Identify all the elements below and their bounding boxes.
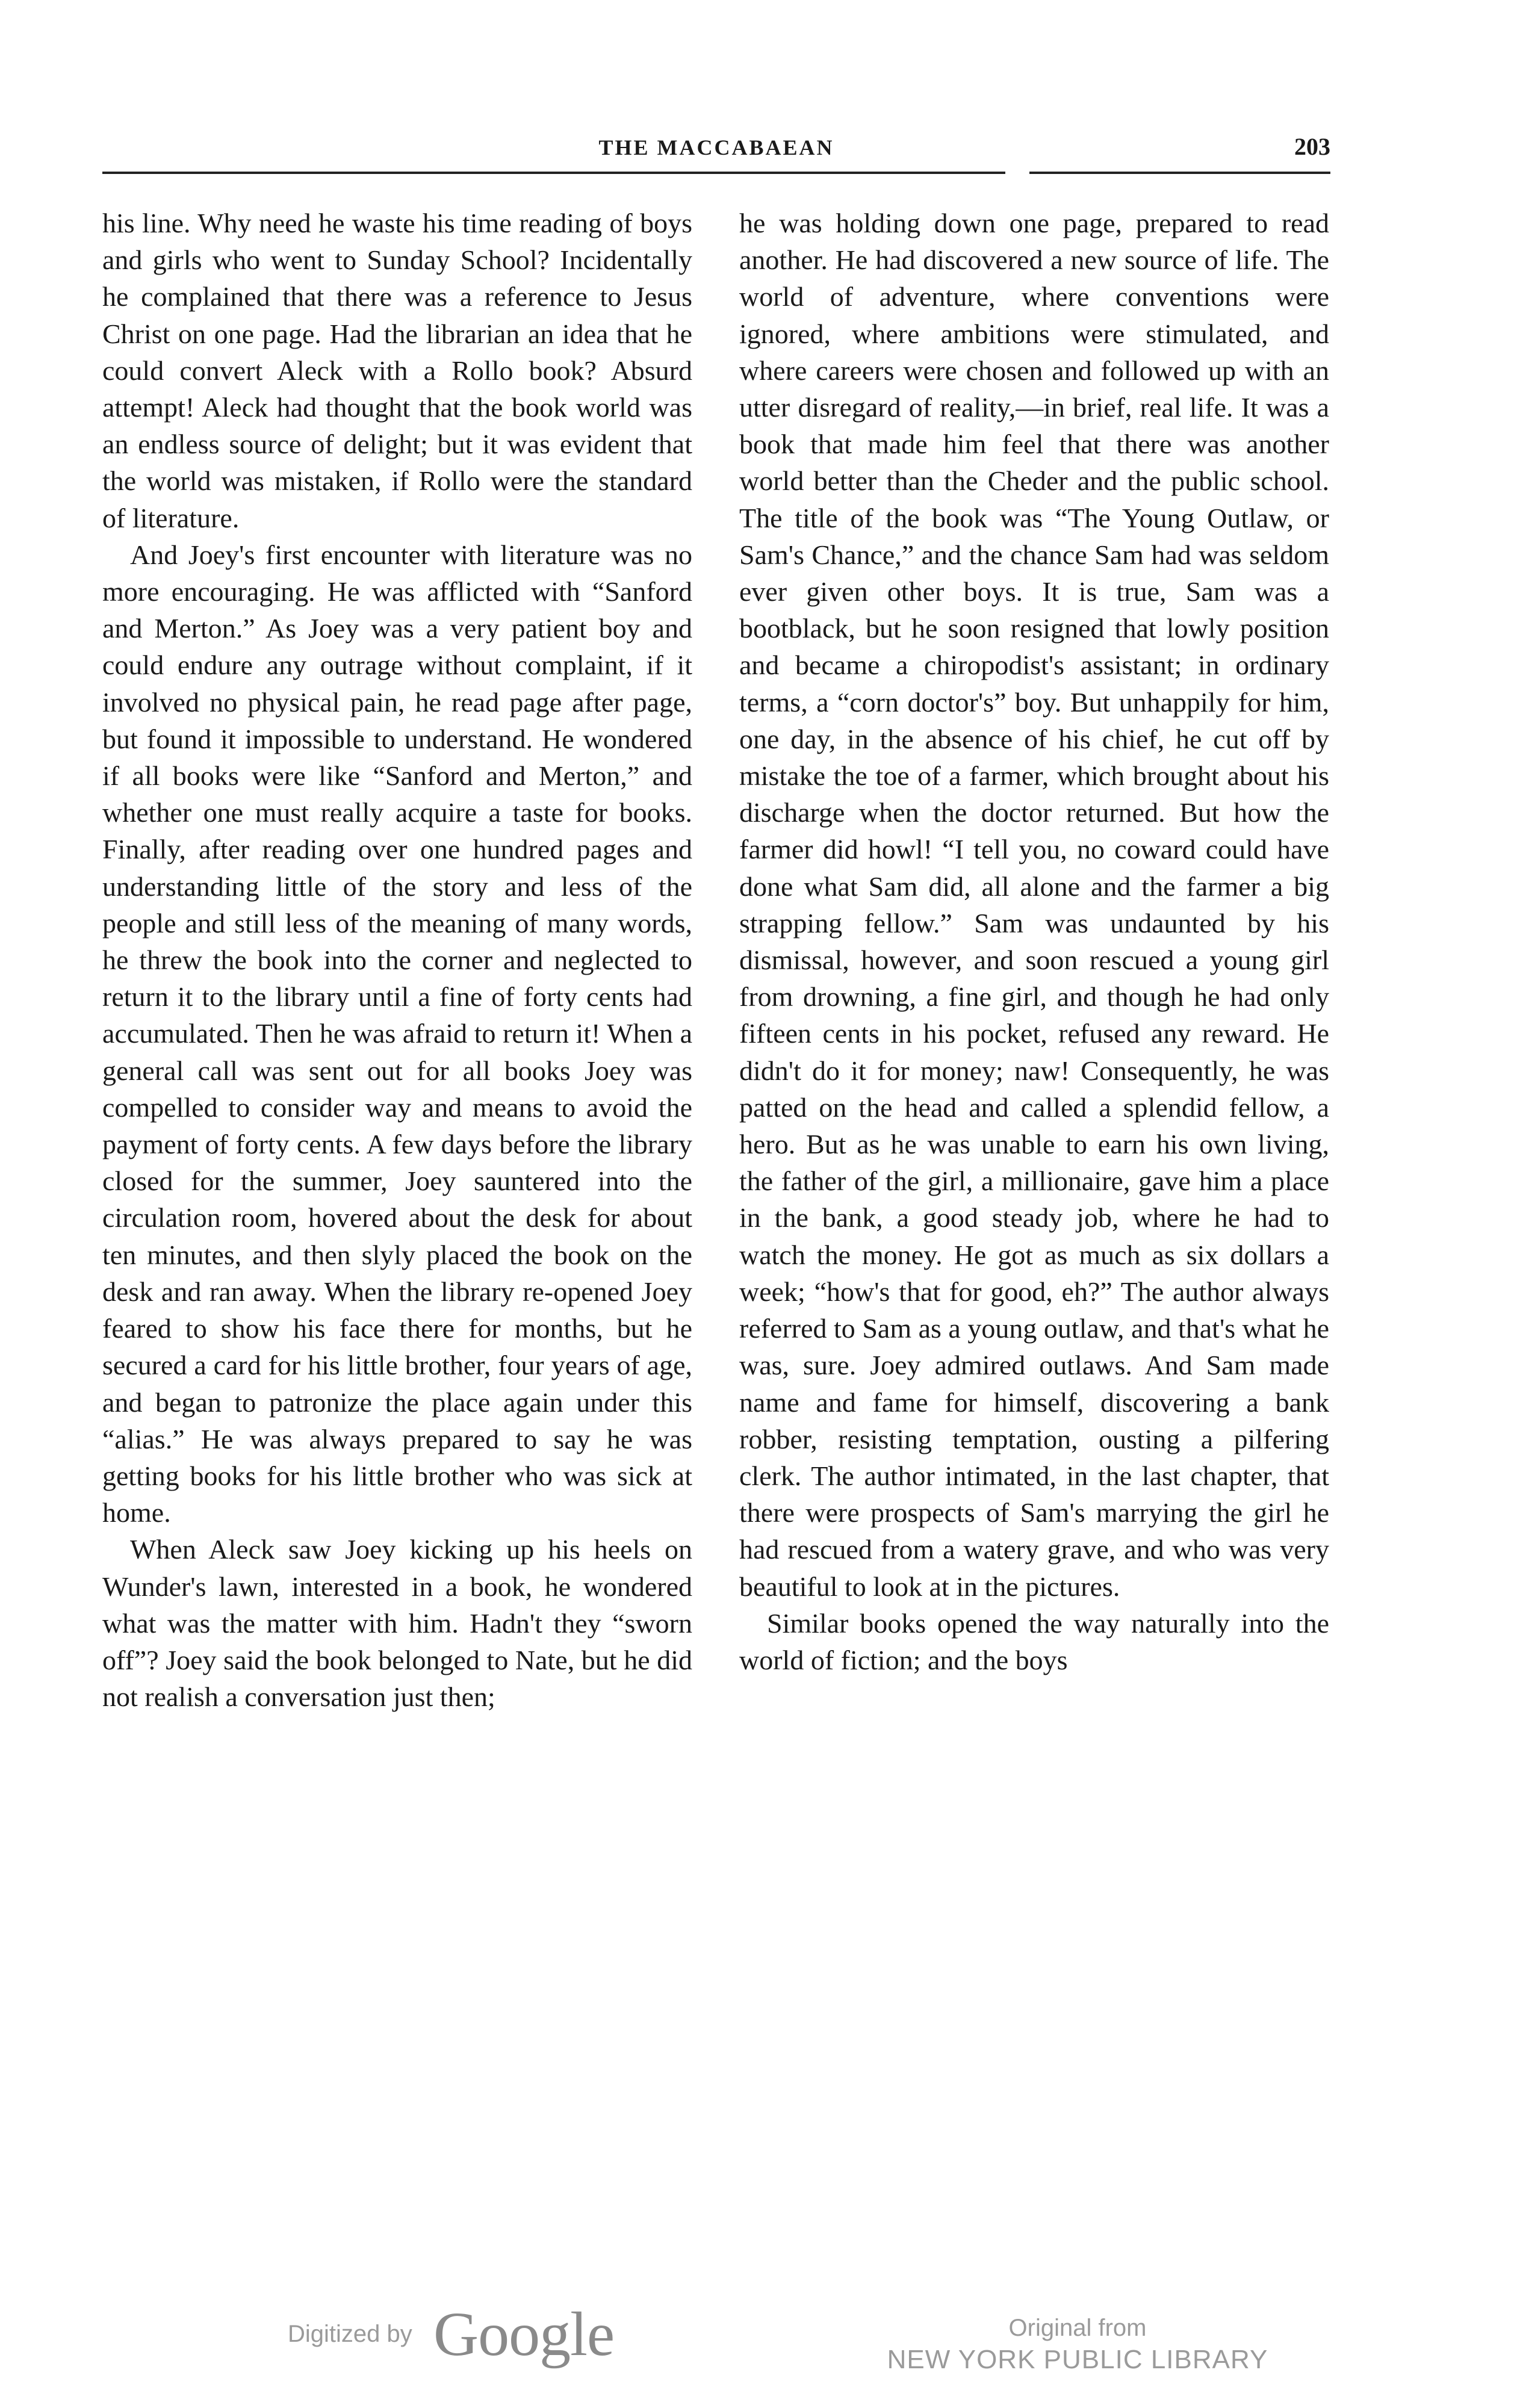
running-head: THE MACCABAEAN [598,135,834,160]
library-name: NEW YORK PUBLIC LIBRARY [887,2345,1268,2374]
page-number: 203 [1294,133,1330,160]
original-from-label: Original from [1008,2315,1147,2341]
paragraph: And Joey's first encounter with literature was no more encouraging. He was afflicted with “Sanford and Merton.” As Joey was a very patient boy and could endure any outrage without complaint, if it involved no physical pain, he read page after page, but found it impossible to understand. He wondered if all books were like “Sanford and Merton,” and whether one must really acquire a taste for books. Finally, after reading over one hundred pages and understanding little of the story and less of the people and still less of the meaning of many words, he threw the book into the corner and neglected to return it to the library until a fine of forty cents had accumulated. Then he was afraid to return it! When a general call was sent out for all books Joey was compelled to consider way and means to avoid the payment of forty cents. A few days before the library closed for the summer, Joey sauntered into the circulation room, hovered about the desk for about ten minutes, and then slyly placed the book on the desk and ran away. When the library re-opened Joey feared to show his face there for months, but he secured a card for his little brother, four years of age, and began to patronize the place again under this “alias.” He was always prepared to say he was getting books for his little brother who was sick at home. [102,539,692,1528]
paragraph: When Aleck saw Joey kicking up his heels on Wunder's lawn, interested in a book, he wondered what was the matter with him. Hadn't they “sworn off”? Joey said the book belonged to Nate, but he did not realish a conversation just then; [102,1534,692,1713]
right-column [739,205,1329,1678]
paragraph: Similar books opened the way naturally into the world of fiction; and the boys [739,1607,1329,1675]
paragraph: he was holding down one page, prepared to read another. He had discovered a new source of life. The world of adventure, where conventions were ignored, where ambitions were stimulated, and where careers were chosen and followed up with an utter disregard of reality,—in brief, real life. It was a book that made him feel that there was another world better than the Cheder and the public school. The title of the book was “The Young Outlaw, or Sam's Chance,” and the chance Sam had was seldom ever given other boys. It is true, Sam was a bootblack, but he soon resigned that lowly position and became a chiropodist's assistant; in ordinary terms, a “corn doctor's” boy. But unhappily for him, one day, in the absence of his chief, he cut off by mistake the toe of a farmer, which brought about his discharge when the doctor returned. But how the farmer did howl! “I tell you, no coward could have done what Sam did, all alone and the farmer a big strapping fellow.” Sam was undaunted by his dismissal, however, and soon rescued a young girl from drowning, a fine girl, and though he had only fifteen cents in his pocket, refused any reward. He didn't do it for money; naw! Consequently, he was patted on the head and called a splendid fellow, a hero. But as he was unable to earn his own living, the father of the girl, a millionaire, gave him a place in the bank, a good steady job, where he had to watch the money. He got as much as six dollars a week; “how's that for good, eh?” The author always referred to Sam as a young outlaw, and that's what he was, sure. Joey admired outlaws. And Sam made name and fame for himself, discovering a bank robber, resisting temptation, ousting a pilfering clerk. The author intimated, in the last chapter, that there were prospects of Sam's marrying the girl he had rescued from a watery grave, and who was very beautiful to look at in the pictures. [739,208,1329,1602]
google-logo: Google [433,2300,615,2369]
page-header [102,126,1330,169]
header-rule [1029,172,1330,174]
paragraph: his line. Why need he waste his time reading of boys and girls who went to Sunday School? Incidentally he complained that there was a reference to Jesus Christ on one page. Had the librarian an idea that he could convert Aleck with a Rollo book? Absurd attempt! Aleck had thought that the book world was an endless source of delight; but it was evident that the world was mistaken, if Rollo were the standard of literature. [102,208,692,533]
header-rule [102,172,1005,174]
digitized-by-label: Digitized by [288,2321,412,2347]
left-column [102,205,692,1715]
